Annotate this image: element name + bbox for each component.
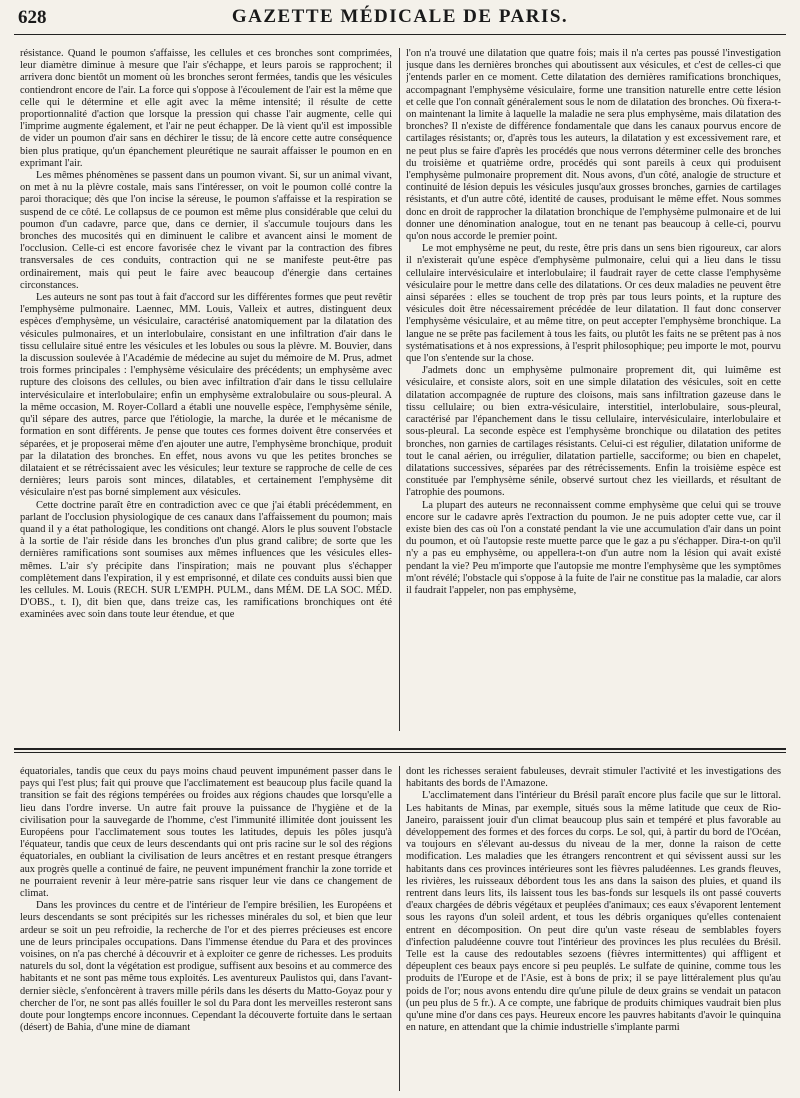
paragraph: Le mot emphysème ne peut, du reste, être pris dans un sens bien rigoureux, car alors il n'existerait qu'une espèce d'emphysème pulmonaire, celui qui a lieu dans le tissu cellulaire intervésiculaire et interlobulaire; il faudrait rayer de cette classe l'emphysème vésiculaire pour le mettre dans celle des dilatations. Or ces deux maladies ne peuvent être ainsi séparées : elles se touchent de trop près par tous leurs points, et la rupture des vésicules doit être nécessairement précédée de leur dilatation. Il faut donc conserver l'emphysème vésiculaire, et au même titre, on peut accepter l'emphysème bronchique. La langue ne se prête pas facilement à tous les faits, ou plutôt les faits ne se prêtent pas à nos systématisations et à nos expressions, à l'esprit philosophique; peu importe le mot, pourvu que l'on s'entende sur la chose. [406, 243, 781, 365]
section-divider [14, 748, 786, 750]
running-title: GAZETTE MÉDICALE DE PARIS. [231, 6, 569, 27]
column-top-right [406, 48, 781, 731]
page-number: 628 [18, 7, 47, 28]
column-divider-bottom [399, 766, 400, 1091]
paragraph: Les auteurs ne sont pas tout à fait d'accord sur les différentes formes que peut revêtir l'emphysème pulmonaire. Laennec, MM. Louis, Valleix et autres, distinguent deux espèces d'emphysème, un vésiculaire, caractérisé anatomiquement par la dilatation des vésicules pulmonaires, et un interlobulaire, consistant en une infiltration d'air dans le tissu cellulaire situé entre les vésicules et les lobules ou sous la plèvre. M. Bouvier, dans la discussion soulevée à l'Académie de médecine au sujet du mémoire de M. Prus, admet trois formes principales : l'emphysème vésiculaire des précédents; un emphysème avec rupture des cloisons des cellules, ou bien avec infiltration d'air dans le tissu cellulaire intervésiculaire et interlobulaire; enfin un emphysème extralobulaire ou sous-pleural. A la même occasion, M. Royer-Collard a établi une nouvelle espèce, l'emphysème sénile, qu'il sépare des autres, parce que l'étiologie, la marche, la durée et le mécanisme de formation en sont différents. Je pense que toutes ces formes doivent être conservées et séparées, et je proposerai même d'en ajouter une autre, l'emphysème bronchique, produit par la dilatation des bronches. En effet, nous avons vu que les petites bronches se dilataient et se rétrécissaient avec les vésicules; leur texture se rapproche de celle de ces dernières; leurs parois sont minces, dilatables, et certainement l'emphysème dit vésiculaire n'est pas borné simplement aux vésicules. [20, 292, 392, 499]
paragraph: Cette doctrine paraît être en contradiction avec ce que j'ai établi précédemment, en parlant de l'occlusion physiologique de ces canaux dans l'affaissement du poumon; mais quand il y a état pathologique, les conditions ont changé. Alors le plus souvent l'obstacle à la sortie de l'air réside dans les bronches d'un plus grand calibre; de sorte que les dernières ramifications sont soumises aux mêmes influences que les vésicules elles-mêmes. L'air s'y précipite dans l'inspiration; mais ne pouvant plus s'échapper complètement dans l'expiration, il y est emprisonné, et dilate ces conduits aussi bien que les cellules. M. Louis (RECH. SUR L'EMPH. PULM., dans MÉM. DE LA SOC. MÉD. D'OBS., t. I), dit bien que, dans treize cas, les ramifications bronchiques ont été examinées avec soin dans toute leur étendue, et que [20, 499, 392, 621]
paragraph: dont les richesses seraient fabuleuses, devrait stimuler l'activité et les investigations des habitants des bords de l'Amazone. [406, 766, 781, 790]
paragraph: L'acclimatement dans l'intérieur du Brésil paraît encore plus facile que sur le littoral. Les habitants de Minas, par exemple, situés sous la même latitude que ceux de Rio-Janeiro, paraissent jouir d'un climat beaucoup plus sain et tempéré et plus favorable au développement des formes et des forces du corps. Le sol, qui, à partir du bord de l'Océan, va toujours en s'élevant au-dessus du niveau de la mer, donne la raison de cette modification. Les maladies que les étrangers rencontrent et qui sévissent aussi sur les habitants dans ces provinces intérieures sont les fièvres paludéennes. Les grands fleuves, les rivières, les ruisseaux débordent tous les ans dans la saison des pluies, et quand ils rentrent dans leurs lits, ils laissent tous les bas-fonds sur lesquels ils ont passé couverts d'eaux chargées de débris végétaux et peuplées d'animaux; ces eaux s'évaporent lentement sous les rayons d'un soleil ardent, et tous les débris organiques qu'elles contenaient entrent en décomposition. On peut dire qu'un vaste réseau de semblables foyers d'infection paludéenne couvre tout l'intérieur des provinces les plus reculées du Brésil. Telle est la cause des redoutables sezoens (fièvres intermittentes) qui affligent et dépeuplent ces beaux pays encore si peu peuplés. Le sulfate de quinine, comme tous les produits de l'Europe et de l'Asie, est à bons de prix; il se paye littéralement plus qu'au poids de l'or; nous avons entendu dire qu'une pilule de deux grains se vendait un patacon (un peu plus de 5 fr.). A ce compte, une fabrique de produits chimiques vaudrait bien plus qu'une mine d'or dans ces pays. Heureux encore les pauvres habitants d'avoir le quinquina en nature, en attendant que la chimie industrielle s'implante parmi [406, 790, 781, 1034]
paragraph: résistance. Quand le poumon s'affaisse, les cellules et ces bronches sont comprimées, leur diamètre diminue à mesure que l'air s'échappe, et leurs parois se rapprochent; il arrivera donc bientôt un moment où les bronches seront fermées, tandis que les vésicules contiendront encore de l'air. La force qui s'oppose à l'écoulement de l'air est la même que celle qui le détermine et elle agit avec la même intensité; il résulte de cette proportionnalité d'action que lorsque la pression qui chasse l'air augmente, celle qui l'imprime augmente également, et l'air ne peut échapper. De là vient qu'il est impossible de vider un poumon d'air sans en déchirer le tissu; de là encore cette autre conséquence bien plus pratique, qu'un épanchement pleurétique ne saurait affaisser le poumon en en exprimant l'air. [20, 48, 392, 169]
page-header [14, 4, 786, 35]
paragraph: La plupart des auteurs ne reconnaissent comme emphysème que celui qui se trouve encore sur le cadavre après l'extraction du poumon. Je ne puis adopter cette vue, car il existe bien des cas où l'on a constaté pendant la vie une accumulation d'air dans un point du poumon, et où l'autopsie reste muette parce que le gaz a pu s'échapper. Dira-t-on qu'il n'y a pas eu emphysème, ou appellera-t-on d'un autre nom la lésion qui avait existé pendant la vie? Peu m'importe que l'autopsie me montre l'emphysème que les symptômes m'ont révélé; l'obstacle qui s'oppose à la fuite de l'air ne constitue pas la maladie, car alors il faudrait l'appeler, non pas emphysème, [406, 499, 781, 596]
column-bottom-right [406, 766, 781, 1091]
column-top-left [20, 48, 392, 731]
paragraph: J'admets donc un emphysème pulmonaire proprement dit, qui luimême est vésiculaire, et consiste alors, soit en une simple dilatation des vésicules, soit en cette dilatation accompagnée de rupture des cloisons, mais sans infiltration gazeuse dans le tissu cellulaire; ou bien extra-vésiculaire, interstitiel, interlobulaire, sous-pleural, caractérisé par l'épanchement dans le tissu cellulaire, intervésiculaire, interlobulaire et sous-pleural. La seconde espèce est l'emphysème bronchique ou dilatation des petites bronches, non garnies de cartilages résistants. Celui-ci est régulier, dilatation uniforme de tout le canal aérien, ou irrégulier, dilatation partielle, sacciforme; ou bien en chapelet, dilatations successives, séparées par des rétrécissements. Enfin la troisième espèce est constituée par l'emphysème sénile, observé surtout chez les vieillards, et résultant de l'atrophie des poumons. [406, 365, 781, 499]
section-divider-thin [14, 752, 786, 753]
column-divider-top [399, 48, 400, 731]
paragraph: équatoriales, tandis que ceux du pays moins chaud peuvent impunément passer dans le pays qui l'est plus; fait qui prouve que l'acclimatement est beaucoup plus facile quand la transition se fait des régions tempérées ou froides aux régions chaudes que lorsqu'elle a lieu dans l'ordre inverse. Un autre fait prouve la puissance de l'hygiène et de la civilisation pour la sauvegarde de l'homme, c'est l'immunité illimitée dont jouissent les Européens pour l'acclimatement sous toutes les latitudes, depuis les pôles jusqu'à l'équateur, tandis que ceux de leurs descendants qui ont pris racine sur le sol des régions équatoriales, en oubliant la civilisation de leurs ancêtres et en restant presque étrangers aux progrès quelle a continué de faire, ne peuvent impunément franchir la zone torride et ne pourraient revenir à leur mère-patrie sans risquer leur vie dans ce changement de climat. [20, 766, 392, 900]
column-bottom-left [20, 766, 392, 1091]
paragraph: Les mêmes phénomènes se passent dans un poumon vivant. Si, sur un animal vivant, on met à nu la plèvre costale, mais sans l'intéresser, on voit le poumon collé contre la paroi thoracique; dès que l'on incise la séreuse, le poumon s'affaisse et la respiration se suspend de ce côté. Le collapsus de ce poumon est même plus considérable que celui du poumon d'un cadavre, parce que, dans ce dernier, il s'accumule toujours dans les bronches des mucosités qui en diminuent le calibre et avancent ainsi le moment de l'occlusion. Celle-ci est encore favorisée chez le vivant par la contraction des fibres transversales de ces conduits, contraction qui ne se manifeste peut-être pas ordinairement, mais qui peut le faire avec beaucoup d'énergie dans certaines circonstances. [20, 170, 392, 291]
paragraph: Dans les provinces du centre et de l'intérieur de l'empire brésilien, les Européens et leurs descendants se sont précipités sur les richesses minérales du sol, et bien que leur ardeur se soit un peu refroidie, la recherche de l'or et des pierres précieuses est encore une de leurs principales occupations. Dans l'immense étendue du Para et des provinces voisines, on n'a pas cherché à découvrir et à exploiter ce genre de richesses. Les produits naturels du sol, dont la végétation est prodigue, suffisent aux besoins et au commerce des habitants et ne sont pas même tous exploités. Les aventureux Paulistos qui, dans l'avant-dernier siècle, s'enfoncèrent à travers mille périls dans les déserts du Matto-Goyaz pour y chercher de l'or, ne sont pas allés fouiller le sol du Para dont les merveilles resteront sans doute pour longtemps encore inconnues. Cependant la découverte fortuite dans le sertaan (désert) de Bahia, d'une mine de diamant [20, 900, 392, 1034]
paragraph: l'on n'a trouvé une dilatation que quatre fois; mais il n'a certes pas poussé l'investigation jusque dans les dernières bronches qui aboutissent aux vésicules, et c'est de celles-ci que j'entends parler en ce moment. Cette dilatation des dernières ramifications bronchiques, accompagnant l'emphysème vésiculaire, forme une transition naturelle entre cette lésion et celle que l'on connaît généralement sous le nom de dilatation des bronches. Où fixera-t-on maintenant la limite à laquelle la maladie ne sera plus emphysème, mais dilatation des bronches? Il n'existe de différence fondamentale que dans les canaux pourvus encore de cartilages résistants; or, d'après tous les auteurs, la dilatation y est excessivement rare, et ne peut plus se faire d'après les procédés que nous verrons déterminer celle des bronches du troisième et quatrième ordre, procédés qui sont pareils à ceux qui produisent l'emphysème pulmonaire proprement dit. Nous avons, d'un côté, analogie de structure et continuité de lésion depuis les vésicules jusqu'aux grosses bronches, garnies de cartilages résistants, et d'un autre côté, identité de causes, produisant le même effet. Nous sommes donc en droit de rapprocher la dilatation bronchique de l'emphysème pulmonaire et de lui donner une dénomination analogue, tout en ne tenant pas beaucoup à celle-ci, pourvu qu'on nous accorde le premier point. [406, 48, 781, 243]
